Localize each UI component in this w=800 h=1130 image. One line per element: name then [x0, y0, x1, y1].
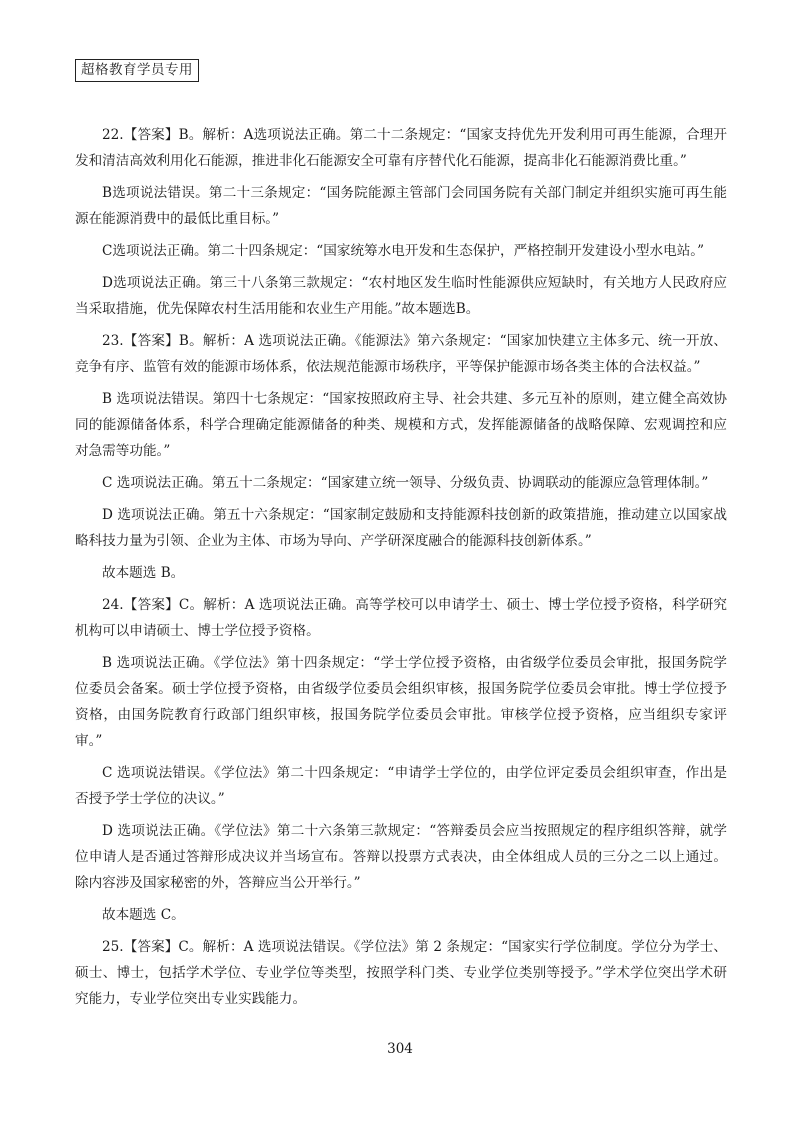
page-number: 304 [387, 1041, 413, 1057]
paragraph: 故本题选 B。 [102, 565, 185, 581]
paragraph: C 选项说法错误。《学位法》第二十四条规定：“申请学士学位的，由学位评定委员会组织审查，作出是否授予学士学位的决议。” [75, 765, 727, 807]
paragraph: C选项说法正确。第二十四条规定：“国家统筹水电开发和生态保护，严格控制开发建设小型水电站。” [102, 243, 705, 259]
paragraph: B 选项说法错误。第四十七条规定：“国家按照政府主导、社会共建、多元互补的原则，建立健全高效协同的能源储备体系，科学合理确定能源储备的种类、规模和方式，发挥能源储备的战略保障、宏观调控和应对急需等功能。” [75, 391, 727, 459]
document-body [75, 122, 727, 1018]
paragraph: 24.【答案】C。解析：A 选项说法正确。高等学校可以申请学士、硕士、博士学位授予资格，科学研究机构可以申请硕士、博士学位授予资格。 [75, 597, 727, 639]
paragraph: B选项说法错误。第二十三条规定：“国务院能源主管部门会同国务院有关部门制定并组织实施可再生能源在能源消费中的最低比重目标。” [75, 185, 727, 227]
paragraph: 22.【答案】B。解析：A选项说法正确。第二十二条规定：“国家支持优先开发利用可再生能源，合理开发和清洁高效利用化石能源，推进非化石能源安全可靠有序替代化石能源，提高非化石能源消费比重。” [75, 127, 727, 169]
paragraph: 23.【答案】B。解析：A 选项说法正确。《能源法》第六条规定：“国家加快建立主体多元、统一开放、竞争有序、监管有效的能源市场体系，依法规范能源市场秩序，平等保护能源市场各类主体的合法权益。” [75, 333, 727, 375]
paragraph: 25.【答案】C。解析：A 选项说法错误。《学位法》第 2 条规定：“国家实行学位制度。学位分为学士、硕士、博士，包括学术学位、专业学位等类型，按照学科门类、专业学位类别等授予。”学术学位突出学术研究能力，专业学位突出专业实践能力。 [75, 939, 727, 1007]
paragraph: D 选项说法正确。第五十六条规定：“国家制定鼓励和支持能源科技创新的政策措施，推动建立以国家战略科技力量为引领、企业为主体、市场为导向、产学研深度融合的能源科技创新体系。” [75, 507, 727, 549]
paragraph: D选项说法正确。第三十八条第三款规定：“农村地区发生临时性能源供应短缺时，有关地方人民政府应当采取措施，优先保障农村生活用能和农业生产用能。”故本题选B。 [75, 275, 727, 317]
paragraph: C 选项说法正确。第五十二条规定：“国家建立统一领导、分级负责、协调联动的能源应急管理体制。” [102, 475, 709, 491]
paragraph: 故本题选 C。 [102, 907, 185, 923]
header-label: 超格教育学员专用 [75, 59, 199, 82]
paragraph: B 选项说法正确。《学位法》第十四条规定：“学士学位授予资格，由省级学位委员会审批，报国务院学位委员会备案。硕士学位授予资格，由省级学位委员会组织审核，报国务院学位委员会审批。博士学位授予资格，由国务院教育行政部门组织审核，报国务院学位委员会审批。审核学位授予资格，应当组织专家评审。” [75, 655, 727, 749]
paragraph: D 选项说法正确。《学位法》第二十六条第三款规定：“答辩委员会应当按照规定的程序组织答辩，就学位申请人是否通过答辩形成决议并当场宣布。答辩以投票方式表决，由全体组成人员的三分之二以上通过。除内容涉及国家秘密的外，答辩应当公开举行。” [75, 823, 727, 891]
